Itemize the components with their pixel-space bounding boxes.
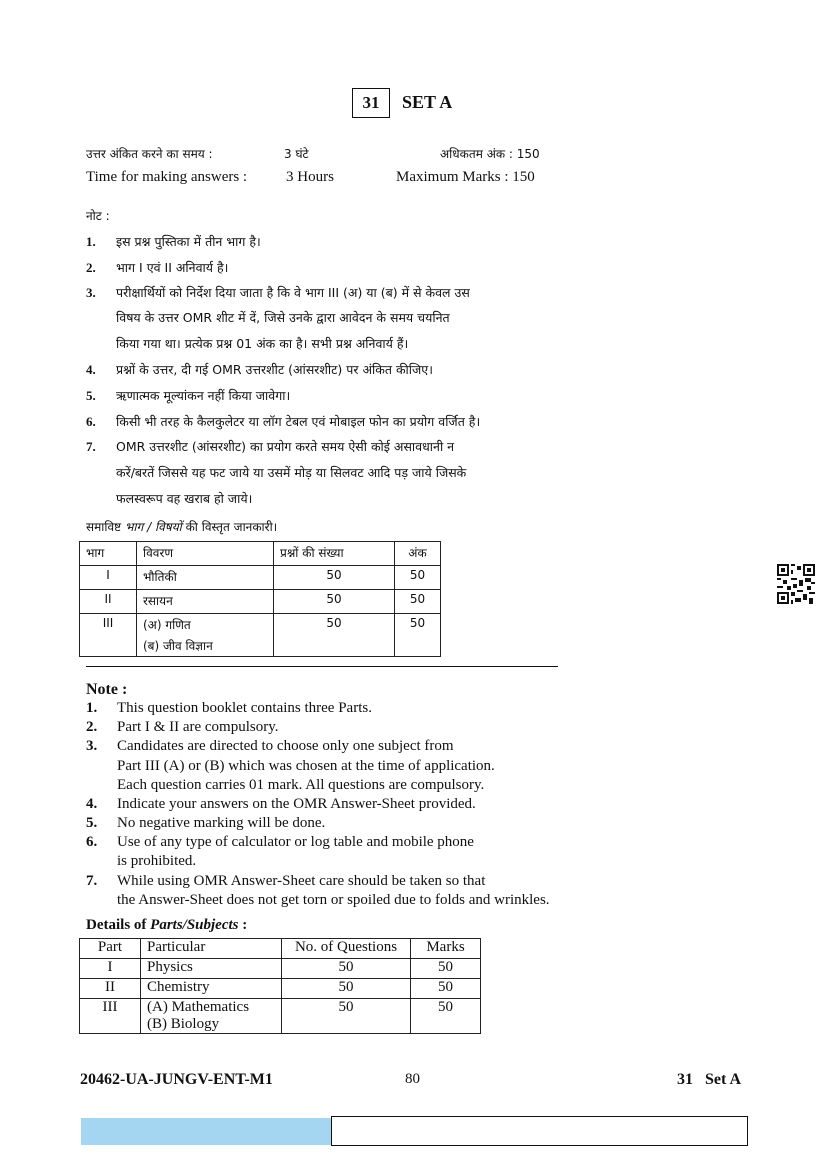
english-note-item: 4. Indicate your answers on the OMR Answer-Sheet provided. [86,796,476,812]
table-cell: III [80,999,141,1034]
table-cell: Physics [141,959,282,979]
max-marks-hindi: अधिकतम अंक : 150 [440,147,540,161]
footer-color-bar [81,1118,331,1145]
table-cell: III [80,614,137,657]
hindi-note-item-continued: विषय के उत्तर OMR शीट में दें, जिसे उनके द्वारा आवेदन के समय चयनित [116,310,450,325]
table-header-row [80,542,441,566]
qr-code-icon [777,564,815,604]
table-row [80,590,441,614]
hindi-note-item: 6. किसी भी तरह के कैलकुलेटर या लॉग टेबल एवं मोबाइल फोन का प्रयोग वर्जित है। [86,414,481,429]
table-header-row [80,939,481,959]
english-parts-table [79,938,481,1034]
table-header: अंक [395,542,441,566]
time-label-english: Time for making answers : [86,169,248,185]
max-marks-english: Maximum Marks : 150 [396,169,535,185]
table-cell: 50 [282,999,411,1034]
table-cell: (A) Mathematics (B) Biology [141,999,282,1034]
english-note-item-continued: is prohibited. [117,853,197,869]
time-value-english: 3 Hours [286,169,334,185]
hindi-note-item-continued: करें/बरतें जिससे यह फट जाये या उसमें मोड़ या सिलवट आदि पड़ जाये जिसके [116,465,467,480]
time-label-hindi: उत्तर अंकित करने का समय : [86,147,213,161]
hindi-note-item: 5. ऋणात्मक मूल्यांकन नहीं किया जावेगा। [86,388,291,403]
table-cell: 50 [274,590,395,614]
table-row [80,959,481,979]
hindi-note-item-continued: किया गया था। प्रत्येक प्रश्न 01 अंक का है। सभी प्रश्न अनिवार्य हैं। [116,336,409,351]
hindi-parts-table [79,541,441,657]
hindi-note-item: 1. इस प्रश्न पुस्तिका में तीन भाग है। [86,234,261,249]
table-cell: रसायन [137,590,274,614]
set-label: SET A [402,92,453,112]
english-note-item: 2. Part I & II are compulsory. [86,719,279,735]
table-cell: (अ) गणित (ब) जीव विज्ञान [137,614,274,657]
table-cell: 50 [282,959,411,979]
footer-set-label: 31 Set A [677,1071,741,1088]
table-header: Particular [141,939,282,959]
table-cell: 50 [274,566,395,590]
table-header: भाग [80,542,137,566]
table-header: Marks [411,939,481,959]
table-cell: Chemistry [141,979,282,999]
table-cell: 50 [411,959,481,979]
table-row [80,999,481,1034]
table-header: प्रश्नों की संख्या [274,542,395,566]
table-cell: भौतिकी [137,566,274,590]
table-header: विवरण [137,542,274,566]
hindi-note-item-continued: फलस्वरूप वह खराब हो जाये। [116,491,253,506]
table-cell: 50 [274,614,395,657]
table-row [80,614,441,657]
table-cell: II [80,590,137,614]
table-row [80,979,481,999]
booklet-number-box: 31 [352,88,390,118]
english-note-item: 7. While using OMR Answer-Sheet care should be taken so that [86,873,486,889]
table-header: No. of Questions [282,939,411,959]
english-note-item: 3. Candidates are directed to choose only one subject from [86,738,454,754]
english-note-title: Note : [86,681,128,698]
hindi-details-heading: समाविष्ट भाग / विषयों की विस्तृत जानकारी। [86,520,278,534]
hindi-note-title: नोट : [86,209,110,223]
hindi-note-item: 2. भाग I एवं II अनिवार्य है। [86,260,229,275]
english-note-item-continued: Each question carries 01 mark. All questions are compulsory. [117,777,485,793]
table-cell: 50 [395,614,441,657]
table-cell: II [80,979,141,999]
table-row [80,566,441,590]
table-header: Part [80,939,141,959]
english-note-item-continued: the Answer-Sheet does not get torn or spoiled due to folds and wrinkles. [117,892,550,908]
english-details-heading: Details of Parts/Subjects : [86,917,248,933]
table-cell: 50 [282,979,411,999]
english-note-item-continued: Part III (A) or (B) which was chosen at the time of application. [117,758,495,774]
table-cell: I [80,566,137,590]
footer-blank-box [331,1116,748,1146]
exam-code: 20462-UA-JUNGV-ENT-M1 [80,1071,273,1088]
english-note-item: 1. This question booklet contains three Parts. [86,700,372,716]
hindi-note-item: 3. परीक्षार्थियों को निर्देश दिया जाता है कि वे भाग III (अ) या (ब) में से केवल उस [86,285,470,300]
time-value-hindi: 3 घंटे [284,147,309,161]
table-cell: 50 [395,590,441,614]
english-note-item: 5. No negative marking will be done. [86,815,326,831]
table-cell: 50 [411,979,481,999]
hindi-note-item: 4. प्रश्नों के उत्तर, दी गई OMR उत्तरशीट (आंसरशीट) पर अंकित कीजिए। [86,362,433,377]
hindi-note-item: 7. OMR उत्तरशीट (आंसरशीट) का प्रयोग करते समय ऐसी कोई असावधानी न [86,439,455,454]
page-number: 80 [405,1071,420,1087]
table-cell: I [80,959,141,979]
table-cell: 50 [395,566,441,590]
english-note-item: 6. Use of any type of calculator or log table and mobile phone [86,834,474,850]
table-cell: 50 [411,999,481,1034]
section-divider [86,666,558,667]
